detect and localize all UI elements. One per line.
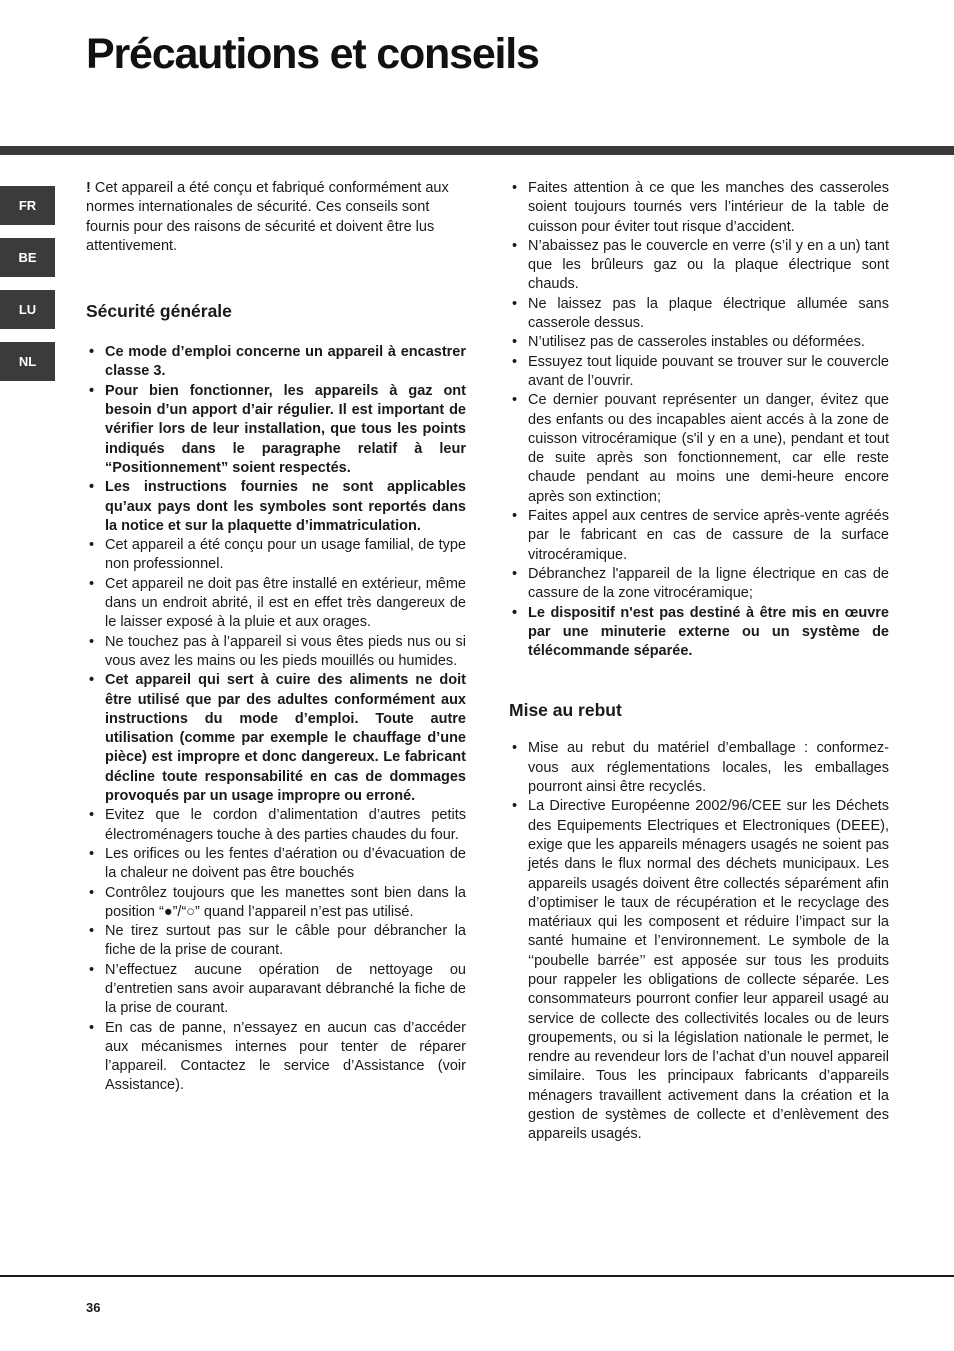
header-rule [0,146,954,155]
language-tab-be: BE [0,238,55,277]
list-item: • La Directive Européenne 2002/96/CEE sur les Déchets des Equipements Electriques et Electroniques (DEEE), exige que les appareils ménagers usagés ne soient pas jetés dans le flux normal des déchets municipaux. Les appareils usagés doivent être collectés séparément afin d’optimiser le taux de récupération et le recyclage des matériaux qui les composent et réduire l’impact sur la santé humaine et l’environnement. Le symbole de la ‘‘poubelle barrée’’ est apposée sur tous les produits pour rappeler les obligations de collecte séparée. Les consommateurs pourront confier leur appareil usagé au service de collecte des collectivités locales ou de leurs groupements, ou si la législation nationale le permet, le rendre au revendeur lors de l’achat d’un nouvel appareil similaire. Tous les principaux fabricants d’appareils ménagers travaillent activement dans la création et la gestion de systèmes de collecte et d’enlèvement des appareils usagés. [509,797,889,1144]
list-item: • Evitez que le cordon d’alimentation d’autres petits électroménagers touche à des parties chaudes du four. [86,806,466,845]
list-item: • N’effectuez aucune opération de nettoyage ou d’entretien sans avoir auparavant débranché la fiche de la prise de courant. [86,961,466,1019]
intro-paragraph [86,179,466,256]
list-item: • Les orifices ou les fentes d’aération ou d’évacuation de la chaleur ne doivent pas être bouchés [86,845,466,884]
list-item: • Cet appareil a été conçu pour un usage familial, de type non professionnel. [86,536,466,575]
footer-rule [0,1275,954,1277]
section-heading-rebut: Mise au rebut [509,700,622,721]
intro-text: Cet appareil a été conçu et fabriqué conformément aux normes internationales de sécurité. Ces conseils sont fournis pour des raisons de sécurité et doivent être lus attentivement. [86,180,449,254]
precautions-list [509,179,889,661]
list-item: • Ce dernier pouvant représenter un danger, évitez que des enfants ou des incapables aient accés à la zone de cuisson vitrocéramique (s'il y en a une), pendant et tout de suite après son fonctionnement, car elle reste chaude pendant au moins une demi-heure encore après son extinction; [509,391,889,507]
language-tab-fr: FR [0,186,55,225]
list-item: • Faites attention à ce que les manches des casseroles soient toujours tournés vers l’intérieur de la table de cuisson pour éviter tout risque d’accident. [509,179,889,237]
right-column [509,179,889,1145]
language-tab-nl: NL [0,342,55,381]
list-item: • Contrôlez toujours que les manettes sont bien dans la position “●”/“○” quand l’appareil n’est pas utilisé. [86,884,466,923]
page-title: Précautions et conseils [86,30,539,78]
list-item: • Les instructions fournies ne sont applicables qu’aux pays dont les symboles sont reportés dans la notice et sur la plaquette d’immatriculation. [86,478,466,536]
rebut-list [509,739,889,1144]
list-item: • Faites appel aux centres de service après-vente agréés par le fabricant en cas de cassure de la surface vitrocéramique. [509,507,889,565]
list-item: • N’abaissez pas le couvercle en verre (s’il y en a un) tant que les brûleurs gaz ou la plaque électrique sont chauds. [509,237,889,295]
list-item: • Débranchez l'appareil de la ligne électrique en cas de cassure de la zone vitrocéramique; [509,565,889,604]
list-item: • Pour bien fonctionner, les appareils à gaz ont besoin d’un apport d’air régulier. Il est important de vérifier lors de leur installation, que tous les points indiqués dans le paragraphe relatif à leur “Positionnement” soient respectés. [86,382,466,478]
list-item: • Cet appareil ne doit pas être installé en extérieur, même dans un endroit abrité, il est en effet très dangereux de le laisser exposé à la pluie et aux orages. [86,575,466,633]
list-item: • Ce mode d’emploi concerne un appareil à encastrer classe 3. [86,343,466,382]
language-tab-lu: LU [0,290,55,329]
warning-mark: ! [86,180,91,196]
list-item: • Ne tirez surtout pas sur le câble pour débrancher la fiche de la prise de courant. [86,922,466,961]
list-item: • Cet appareil qui sert à cuire des aliments ne doit être utilisé que par des adultes conformément aux instructions du mode d’emploi. Toute autre utilisation (comme par exemple le chauffage d’une pièce) est impropre et donc dangereux. Le fabricant décline toute responsabilité en cas de dommages provoqués par un usage impropre ou erroné. [86,671,466,806]
page-number: 36 [86,1300,101,1315]
list-item: • Ne touchez pas à l’appareil si vous êtes pieds nus ou si vous avez les mains ou les pieds mouillés ou humides. [86,633,466,672]
left-column [86,179,466,1096]
list-item: • Le dispositif n'est pas destiné à être mis en œuvre par une minuterie externe ou un système de télécommande séparée. [509,604,889,662]
list-item: • Ne laissez pas la plaque électrique allumée sans casserole dessus. [509,295,889,334]
list-item: • Essuyez tout liquide pouvant se trouver sur le couvercle avant de l’ouvrir. [509,353,889,392]
list-item: • En cas de panne, n’essayez en aucun cas d’accéder aux mécanismes internes pour tenter de réparer l’appareil. Contactez le service d’Assistance (voir Assistance). [86,1019,466,1096]
securite-list [86,343,466,1096]
language-tabs [0,186,55,394]
section-heading-securite: Sécurité générale [86,301,232,322]
list-item: • Mise au rebut du matériel d’emballage : conformez-vous aux réglementations locales, les emballages pourront ainsi être recyclés. [509,739,889,797]
list-item: • N’utilisez pas de casseroles instables ou déformées. [509,333,889,352]
